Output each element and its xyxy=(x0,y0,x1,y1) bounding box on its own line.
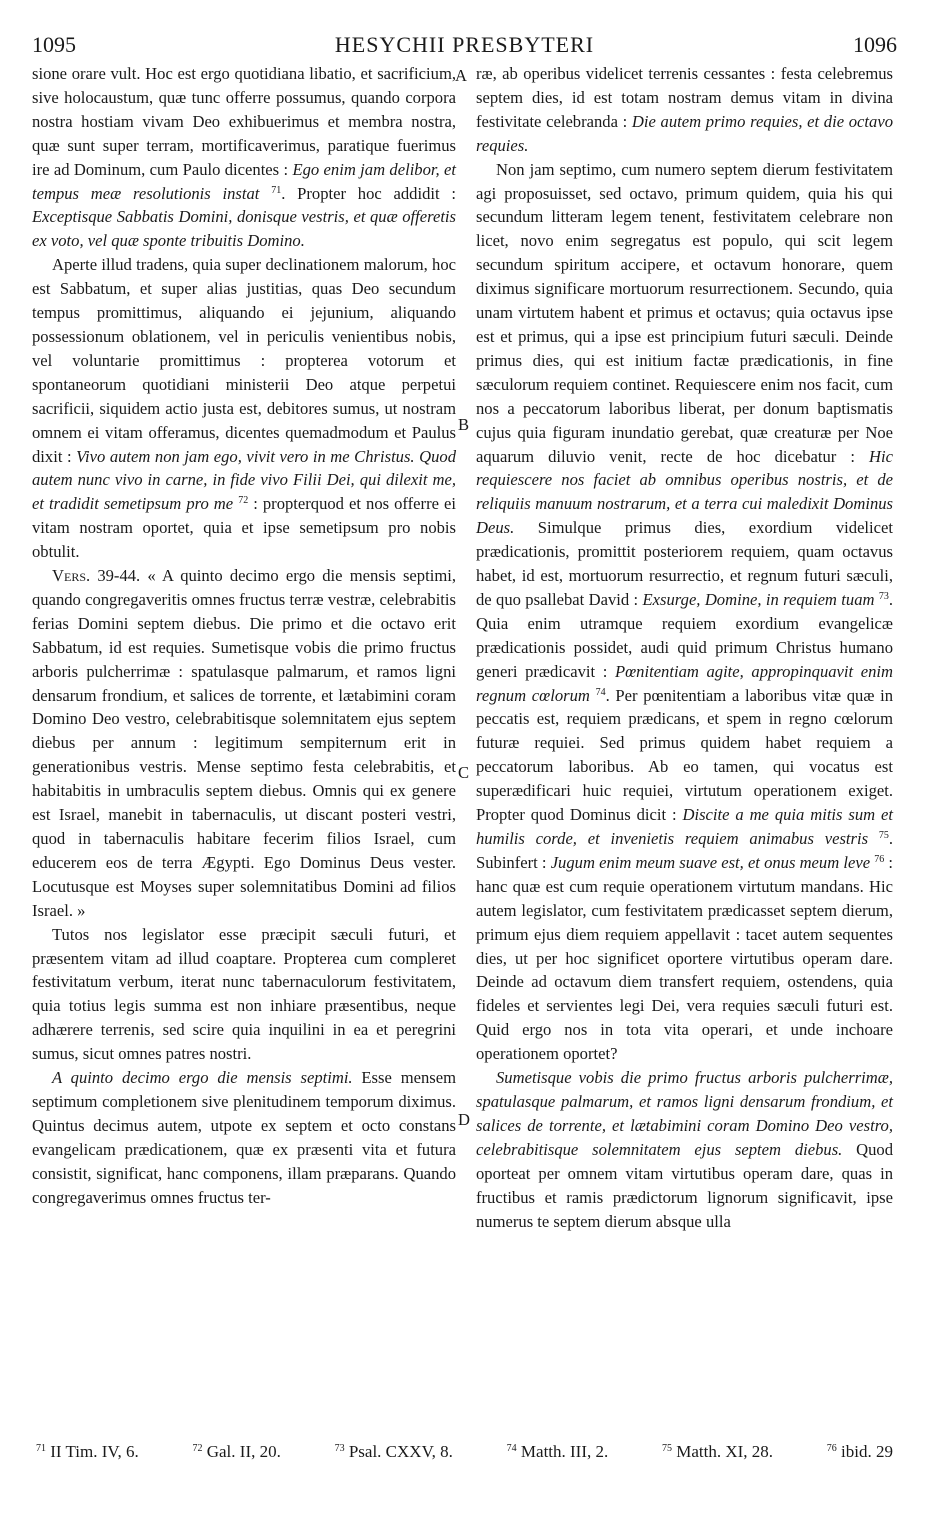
footnote xyxy=(507,1440,609,1464)
footnote-reference: Psal. CXXV, 8. xyxy=(344,1442,453,1461)
margin-letter-a: A xyxy=(455,66,467,85)
footnote-number: 73 xyxy=(334,1443,345,1454)
right-column xyxy=(476,62,893,1233)
paragraph: A quinto decimo ergo die mensis septimi. Esse mensem septimum completionem sive plenitudinem temporum diximus. Quintus decimus autem, utpote ex septem et octo constans evangelicam prædicationem, quæ ex præsenti vita et futura consistit, significat, hanc componens, illam præparans. Quando congregaverimus omnes fructus ter- xyxy=(32,1068,456,1207)
page-number-left: 1095 xyxy=(32,32,76,57)
page-header xyxy=(32,30,897,60)
margin-letter-b: B xyxy=(458,415,470,434)
footnote-reference: II Tim. IV, 6. xyxy=(46,1442,139,1461)
paragraph: Vers. 39-44. « A quinto decimo ergo die mensis septimi, quando congregaveritis omnes fructus terræ vestræ, celebrabitis ferias Domini septem diebus. Die primo et die octavo erit Sabbatum, id est requies. Sumetisque vobis die primo fructus arboris pulcherrimæ : spatulasque palmarum, et ramos ligni densarum frondium, et salices de torrente, et lætabimini coram Domino Deo vestro, celebrabitisque solemnitatem ejus septem diebus per annum : legitimum sempiternum erit in generationibus vestris. Mense septimo festa celebrabitis, et habitabitis in umbraculis septem diebus. Omnis qui ex genere est Israel, manebit in tabernaculis, ut discant posteri vestri, quod in tabernaculis habitare fecerim filios Israel, cum educerem eos de terra Ægypti. Ego Dominus Deus vester. Locutusque est Moyses super solemnitatibus Domini ad filios Israel. » xyxy=(32,566,456,920)
footnote xyxy=(335,1440,453,1464)
footnote-number: 72 xyxy=(192,1443,203,1454)
footnote xyxy=(827,1440,893,1464)
footnote-reference: Gal. II, 20. xyxy=(202,1442,281,1461)
footnote xyxy=(36,1440,139,1464)
footnote-reference: Matth. III, 2. xyxy=(516,1442,609,1461)
left-column xyxy=(32,62,456,1210)
footnote-reference: Matth. XI, 28. xyxy=(671,1442,774,1461)
footnote xyxy=(192,1440,280,1464)
footnote-number: 76 xyxy=(826,1443,837,1454)
footnote-number: 74 xyxy=(506,1443,517,1454)
footnotes xyxy=(32,1440,897,1464)
footnote xyxy=(662,1440,773,1464)
paragraph: sione orare vult. Hoc est ergo quotidiana libatio, et sacrificium, sive holocaustum, quæ tunc offerre possumus, quando corpora nostra hostiam vivam Deo exhibuerimus et membra nostra, quæ sunt super terram, mortificaverimus, paratique fuerimus ire ad Dominum, cum Paulo dicentes : Ego enim jam delibor, et tempus meæ resolutionis instat $^{71}$. Propter hoc addidit : Exceptisque Sabbatis Domini, donisque vestris, et quæ offeretis ex voto, vel quæ sponte tribuitis Domino. xyxy=(32,64,457,251)
paragraph: Tutos nos legislator esse præcipit sæculi futuri, et præsentem vitam ad illud coaptare. Propterea cum compleret festivitatum verbum, iterat nunc tabernaculorum festivitatem, quia totius legis summa est non inhiare præsentibus, neque adhærere terrenis, sed scire quia inquilini in ea et peregrini sumus, sicut omnes patres nostri. xyxy=(32,924,456,1064)
paragraph: Aperte illud tradens, quia super declinationem malorum, hoc est Sabbatum, et super alias justitias, quas Deo secundum tempus promittimus, aliquando ei jejunium, aliquando possessionum oblationem, vel in periculis venientibus nobis, vel voluntarie promittimus : propterea votorum et spontaneorum quotidiani ministerii Deo atque perpetui sacrificii, siquidem actio justa est, debitores sumus, ut nostram omnem ei vitam offeramus, dicentes quemadmodum et Paulus dixit : Vivo autem non jam ego, vivit vero in me Christus. Quod autem nunc vivo in carne, in fide vivo Filii Dei, qui dilexit me, et tradidit semetipsum pro me $^{72}$ : propterquod et nos offerre ei vitam nostram oportet, quia et ipse semetipsum pro nobis obtulit. xyxy=(32,255,456,562)
footnote-reference: ibid. 29 xyxy=(836,1442,893,1461)
running-title: HESYCHII PRESBYTERI xyxy=(334,32,595,57)
footnote-number: 71 xyxy=(36,1443,46,1454)
margin-letter-c: C xyxy=(458,763,470,782)
paragraph: Non jam septimo, cum numero septem dierum festivitatem agi proposuisset, sed octavo, primum quidem, quia his qui secundum litteram legem tenent, festivitatem celebrare non licet, novo enim segregatus est populo, qui scit legem secundum spiritum accipere, et octavum honorare, quem diximus significare mortuorum resurrectionem. Secundo, quia unam virtutem habent et primus et octavus; quia octavus ipse est et primus, qui a ipse est principium futuri sæculi. Deinde primus dies, qui est initium factæ prædicationis, in fine sæculorum requiem continet. Requiescere enim nos facit, cum nos a peccatorum laboribus liberat, per donum baptismatis cujus quia figuram inundatio gerebat, quæ creaturæ per Noe aquarum diluvio venit, recte de hoc dicebatur : Hic requiescere nos faciet ab omnibus operibus nostris, et de reliquiis manuum nostrarum, et a terra cui maledixit Dominus Deus. Simulque primus dies, exordium videlicet prædicationis, promittit posteriorem requiem, quam octavus habet, id est, mortuorum resurrectio, et regnum futuri sæculi, de quo psallebat David : Exsurge, Domine, in requiem tuam $^{73}$. Quia enim utramque requiem exordium evangelicæ prædicationis possidet, audi quid primum Christus humano generi prædicavit : Pœnitentiam agite, appropinquavit enim regnum cœlorum $^{74}$. Per pœnitentiam a laboribus vitæ quæ in peccatis est, requiem prædicans, et spem in regno cœlorum futuræ requiei. Sed primus quidem habet requiem a peccatorum laboribus. Ab eo tamen, qui vocatus est superædificari huic requiei, virtutum operationem exiget. Propter quod Dominus dicit : Discite a me quia mitis sum et humilis corde, et invenietis requiem animabus vestris $^{75}$. Subinfert : Jugum enim meum suave est, et onus meum leve $^{76}$ : hanc quæ est cum requie operationem virtutum mandans. Hic autem legislator, cum festivitatem prædicasset septem dierum, primum ejus diem requiem appellavit : tacet autem sequentes dies, ut per hoc significet oportere virtutibus operam dare. Deinde ad octavum diem transfert requiem, ostendens, quia fideles et servientes legi Dei, vera requies sæculi futuri est. Quid ergo nos in tota vita operari, et unde inchoare operationem oportet? xyxy=(476,159,894,1064)
paragraph: Sumetisque vobis die primo fructus arboris pulcherrimæ, spatulasque palmarum, et ramos ligni densarum frondium, et salices de torrente, et lætabimini coram Domino Deo vestro, celebrabitisque solemnitatem ejus septem diebus. Quod oporteat per omnem vitam virtutibus operam dare, quas in fructibus et ramis prædictorum lignorum significavit, ipse numerus te septem dierum absque ulla xyxy=(476,1068,893,1231)
margin-letter-d: D xyxy=(458,1110,470,1129)
footnote-number: 75 xyxy=(661,1443,672,1454)
paragraph: ræ, ab operibus videlicet terrenis cessantes : festa celebremus septem dies, id est totam nostram demus vitam in divina festivitate celebranda : Die autem primo requies, et die octavo requies. xyxy=(476,64,893,155)
page-number-right: 1096 xyxy=(853,32,897,57)
